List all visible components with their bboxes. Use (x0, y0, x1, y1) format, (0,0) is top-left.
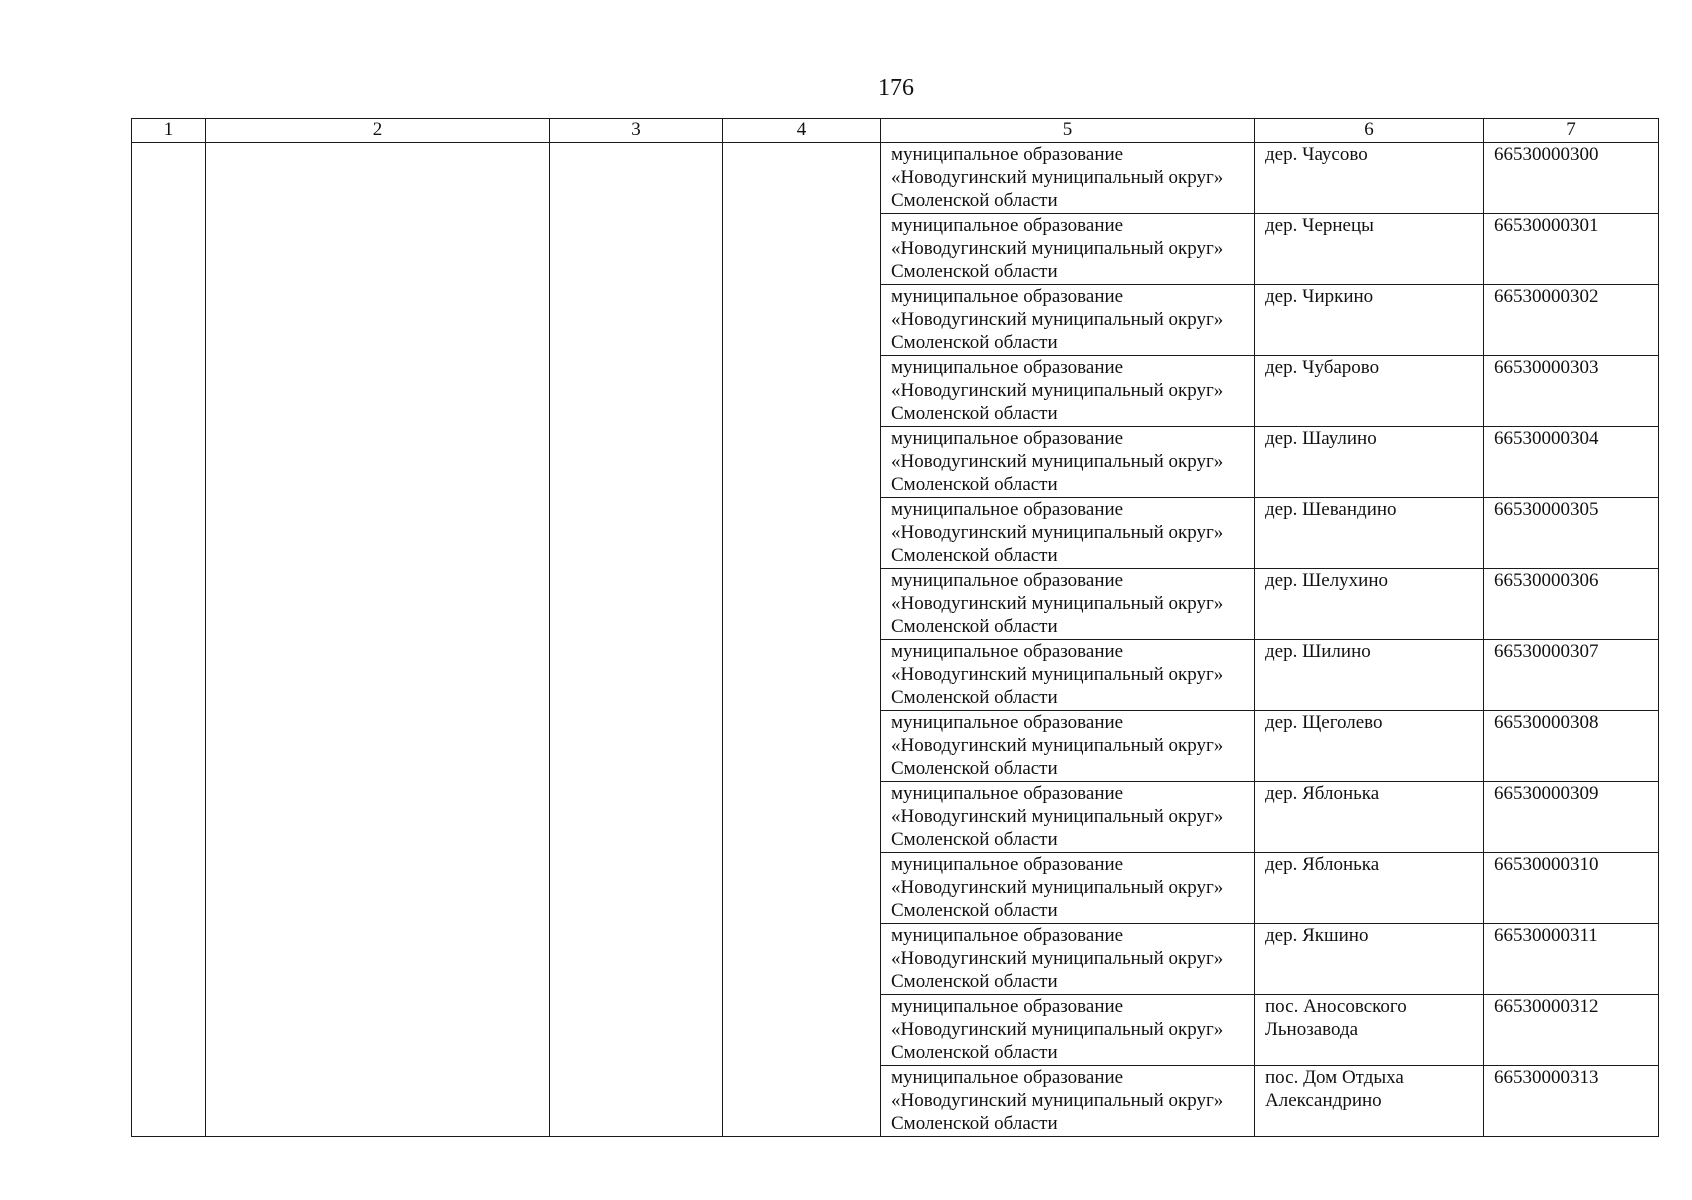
municipality-cell: муниципальное образование «Новодугинский муниципальный округ» Смоленской области (881, 285, 1255, 356)
empty-cell-col2 (206, 143, 550, 1137)
column-header: 3 (550, 119, 723, 143)
municipality-cell: муниципальное образование «Новодугинский муниципальный округ» Смоленской области (881, 214, 1255, 285)
settlement-cell: пос. Аносовского Льнозавода (1255, 995, 1484, 1066)
column-header: 4 (723, 119, 881, 143)
code-cell: 66530000309 (1484, 782, 1659, 853)
municipality-cell: муниципальное образование «Новодугинский муниципальный округ» Смоленской области (881, 782, 1255, 853)
municipality-cell: муниципальное образование «Новодугинский муниципальный округ» Смоленской области (881, 1066, 1255, 1137)
code-cell: 66530000306 (1484, 569, 1659, 640)
code-cell: 66530000303 (1484, 356, 1659, 427)
column-header: 7 (1484, 119, 1659, 143)
column-header: 5 (881, 119, 1255, 143)
municipality-cell: муниципальное образование «Новодугинский муниципальный округ» Смоленской области (881, 640, 1255, 711)
settlement-cell: дер. Шевандино (1255, 498, 1484, 569)
code-cell: 66530000313 (1484, 1066, 1659, 1137)
column-header: 2 (206, 119, 550, 143)
code-cell: 66530000301 (1484, 214, 1659, 285)
settlement-cell: дер. Яблонька (1255, 853, 1484, 924)
code-cell: 66530000302 (1484, 285, 1659, 356)
municipality-cell: муниципальное образование «Новодугинский муниципальный округ» Смоленской области (881, 569, 1255, 640)
settlement-cell: дер. Шелухино (1255, 569, 1484, 640)
code-cell: 66530000300 (1484, 143, 1659, 214)
municipality-cell: муниципальное образование «Новодугинский муниципальный округ» Смоленской области (881, 711, 1255, 782)
table-row (132, 143, 1659, 214)
municipality-cell: муниципальное образование «Новодугинский муниципальный округ» Смоленской области (881, 995, 1255, 1066)
municipality-cell: муниципальное образование «Новодугинский муниципальный округ» Смоленской области (881, 924, 1255, 995)
settlement-cell: дер. Якшино (1255, 924, 1484, 995)
code-cell: 66530000308 (1484, 711, 1659, 782)
settlement-cell: дер. Шилино (1255, 640, 1484, 711)
settlement-cell: дер. Чиркино (1255, 285, 1484, 356)
code-cell: 66530000307 (1484, 640, 1659, 711)
empty-cell-col3 (550, 143, 723, 1137)
registry-table (131, 118, 1659, 1137)
settlement-cell: дер. Шаулино (1255, 427, 1484, 498)
table-body (132, 143, 1659, 1137)
table-header (132, 119, 1659, 143)
settlement-cell: дер. Яблонька (1255, 782, 1484, 853)
empty-cell-col1 (132, 143, 206, 1137)
header-row (132, 119, 1659, 143)
code-cell: 66530000305 (1484, 498, 1659, 569)
settlement-cell: дер. Чаусово (1255, 143, 1484, 214)
code-cell: 66530000311 (1484, 924, 1659, 995)
column-header: 6 (1255, 119, 1484, 143)
municipality-cell: муниципальное образование «Новодугинский муниципальный округ» Смоленской области (881, 356, 1255, 427)
code-cell: 66530000312 (1484, 995, 1659, 1066)
settlement-cell: дер. Чубарово (1255, 356, 1484, 427)
settlement-cell: дер. Чернецы (1255, 214, 1484, 285)
empty-cell-col4 (723, 143, 881, 1137)
code-cell: 66530000304 (1484, 427, 1659, 498)
municipality-cell: муниципальное образование «Новодугинский муниципальный округ» Смоленской области (881, 498, 1255, 569)
settlement-cell: пос. Дом Отдыха Александрино (1255, 1066, 1484, 1137)
municipality-cell: муниципальное образование «Новодугинский муниципальный округ» Смоленской области (881, 853, 1255, 924)
code-cell: 66530000310 (1484, 853, 1659, 924)
settlement-cell: дер. Щеголево (1255, 711, 1484, 782)
column-header: 1 (132, 119, 206, 143)
municipality-cell: муниципальное образование «Новодугинский муниципальный округ» Смоленской области (881, 143, 1255, 214)
municipality-cell: муниципальное образование «Новодугинский муниципальный округ» Смоленской области (881, 427, 1255, 498)
page-number: 176 (878, 75, 914, 101)
